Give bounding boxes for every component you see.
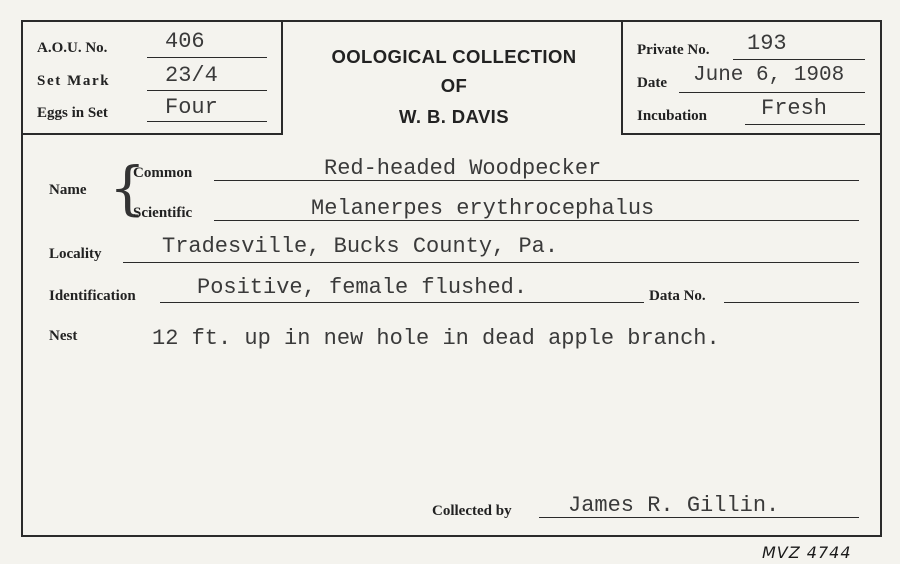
incubation-value: Fresh [761,96,828,121]
private-label: Private No. [637,42,710,58]
record-box-right [621,22,880,135]
name-brace: { [109,154,146,222]
title-line-3: W. B. DAVIS [399,106,509,127]
nest-value: 12 ft. up in new hole in dead apple branch. [152,326,720,351]
date-label: Date [637,75,667,91]
identification-line [160,302,644,303]
common-label: Common [133,165,193,181]
title-line-1: OOLOGICAL COLLECTION [331,46,577,67]
set-mark-line [147,90,267,91]
aou-label: A.O.U. No. [37,40,108,56]
scientific-label: Scientific [133,205,193,221]
data-no-label: Data No. [649,288,706,304]
date-line [679,92,865,93]
specimen-card [21,20,882,537]
scientific-value: Melanerpes erythrocephalus [311,196,655,221]
date-value: June 6, 1908 [693,64,845,87]
data-no-line [724,302,859,303]
catalog-note: MVZ 4744 [762,543,852,562]
locality-line [123,262,859,263]
private-value: 193 [747,31,787,56]
aou-line [147,57,267,58]
identification-label: Identification [49,288,136,304]
locality-label: Locality [49,246,102,262]
incubation-label: Incubation [637,108,708,124]
identification-value: Positive, female flushed. [197,275,528,300]
locality-value: Tradesville, Bucks County, Pa. [162,234,559,259]
record-box-left [23,22,283,135]
set-mark-value: 23/4 [165,63,218,88]
private-line [733,59,865,60]
aou-value: 406 [165,29,205,54]
collected-by-value: James R. Gillin. [568,493,780,518]
collected-by-label: Collected by [432,503,512,519]
set-mark-label: Set Mark [37,73,111,89]
eggs-value: Four [165,95,218,120]
name-label: Name [49,182,87,198]
collection-title [283,22,625,135]
common-value: Red-headed Woodpecker [324,156,602,181]
title-line-2: OF [440,75,468,96]
eggs-line [147,121,267,122]
eggs-label: Eggs in Set [37,105,108,121]
incubation-line [745,124,865,125]
nest-label: Nest [49,328,78,344]
